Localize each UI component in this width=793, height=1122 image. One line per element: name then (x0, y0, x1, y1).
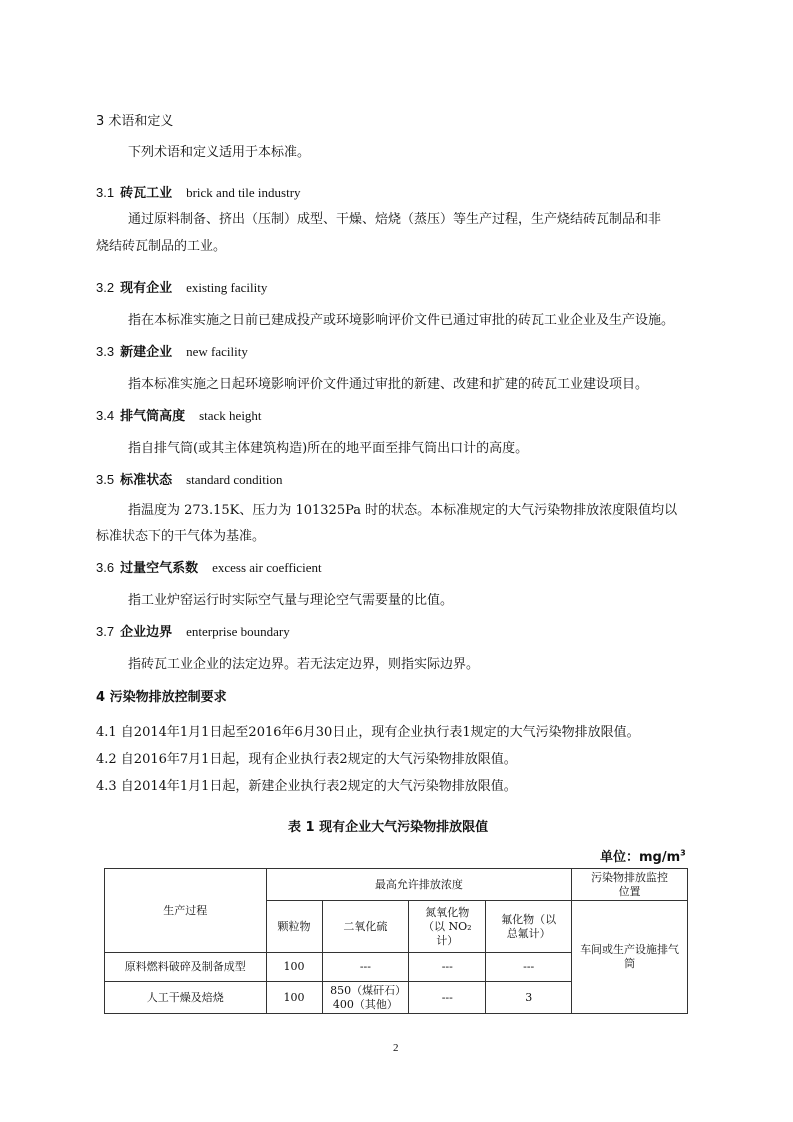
term-chinese: 标准状态 (120, 473, 173, 488)
header-max-concentration: 最高允许排放浓度 (266, 869, 572, 901)
so2-cell: --- (322, 953, 409, 982)
term-3-7 (96, 621, 290, 640)
term-english: brick and tile industry (186, 185, 301, 200)
unit-label: 单位：mg/m (600, 850, 681, 865)
requirement-4-3: 4.3 自2014年1月1日起，新建企业执行表2规定的大气污染物排放限值。 (96, 779, 517, 794)
header-fluoride: 氟化物（以总氟计） (486, 901, 572, 953)
term-number: 3.4 (96, 408, 115, 423)
term-english: standard condition (186, 472, 283, 487)
term-english: new facility (186, 344, 248, 359)
process-cell: 原料燃料破碎及制备成型 (105, 953, 267, 982)
header-particulate: 颗粒物 (266, 901, 322, 953)
term-chinese: 过量空气系数 (120, 561, 199, 576)
requirement-4-1: 4.1 自2014年1月1日起至2016年6月30日止，现有企业执行表1规定的大气污染物排放限值。 (96, 725, 640, 740)
unit-superscript: 3 (680, 848, 686, 858)
section-3-intro: 下列术语和定义适用于本标准。 (128, 145, 311, 160)
term-3-5-definition-line-2: 标准状态下的干气体为基准。 (96, 529, 266, 544)
term-3-2-definition: 指在本标准实施之日前已建成投产或环境影响评价文件已通过审批的砖瓦工业企业及生产设施。 (128, 313, 675, 328)
requirement-4-2: 4.2 自2016年7月1日起，现有企业执行表2规定的大气污染物排放限值。 (96, 752, 517, 767)
header-monitor-location: 污染物排放监控位置 (572, 869, 688, 901)
term-english: existing facility (186, 280, 268, 295)
header-process: 生产过程 (105, 869, 267, 953)
term-number: 3.1 (96, 185, 115, 200)
term-chinese: 新建企业 (120, 345, 173, 360)
section-3-heading: 3 术语和定义 (96, 114, 174, 129)
fluoride-cell: --- (486, 953, 572, 982)
so2-cell: 850（煤矸石）400（其他） (322, 982, 409, 1014)
term-number: 3.7 (96, 624, 115, 639)
term-3-3 (96, 341, 248, 360)
term-english: stack height (199, 408, 262, 423)
term-english: excess air coefficient (212, 560, 322, 575)
term-number: 3.5 (96, 472, 115, 487)
term-3-2 (96, 277, 267, 296)
term-chinese: 现有企业 (120, 281, 173, 296)
term-3-7-definition: 指砖瓦工业企业的法定边界。若无法定边界，则指实际边界。 (128, 657, 480, 672)
header-so2: 二氧化硫 (322, 901, 409, 953)
term-number: 3.2 (96, 280, 115, 295)
table-header-row (105, 869, 688, 901)
term-3-6-definition: 指工业炉窑运行时实际空气量与理论空气需要量的比值。 (128, 593, 454, 608)
emission-limits-table (104, 868, 688, 1014)
section-4-heading: 4 污染物排放控制要求 (96, 690, 227, 705)
term-3-3-definition: 指本标准实施之日起环境影响评价文件通过审批的新建、改建和扩建的砖瓦工业建设项目。 (128, 377, 649, 392)
term-english: enterprise boundary (186, 624, 290, 639)
table-unit (600, 846, 686, 865)
term-3-4 (96, 405, 262, 424)
term-chinese: 企业边界 (120, 625, 173, 640)
table-caption: 表 1 现有企业大气污染物排放限值 (288, 820, 489, 835)
nox-cell: --- (409, 982, 486, 1014)
page-number: 2 (393, 1042, 399, 1054)
term-3-1-definition-line-2: 烧结砖瓦制品的工业。 (96, 239, 227, 254)
term-3-6 (96, 557, 322, 576)
term-chinese: 砖瓦工业 (120, 186, 173, 201)
term-3-1-definition-line-1: 通过原料制备、挤出（压制）成型、干燥、焙烧（蒸压）等生产过程，生产烧结砖瓦制品和非 (128, 212, 662, 227)
particulate-cell: 100 (266, 982, 322, 1014)
term-3-5-definition-line-1: 指温度为 273.15K、压力为 101325Pa 时的状态。本标准规定的大气污染物排放浓度限值均以 (128, 503, 678, 518)
particulate-cell: 100 (266, 953, 322, 982)
term-3-5 (96, 469, 283, 488)
term-3-4-definition: 指自排气筒(或其主体建筑构造)所在的地平面至排气筒出口计的高度。 (128, 441, 529, 456)
fluoride-cell: 3 (486, 982, 572, 1014)
header-nox: 氮氧化物（以 NO₂计） (409, 901, 486, 953)
term-number: 3.3 (96, 344, 115, 359)
term-chinese: 排气筒高度 (120, 409, 186, 424)
nox-cell: --- (409, 953, 486, 982)
term-3-1 (96, 182, 301, 201)
monitor-location-value: 车间或生产设施排气筒 (572, 901, 688, 1014)
term-number: 3.6 (96, 560, 115, 575)
process-cell: 人工干燥及焙烧 (105, 982, 267, 1014)
